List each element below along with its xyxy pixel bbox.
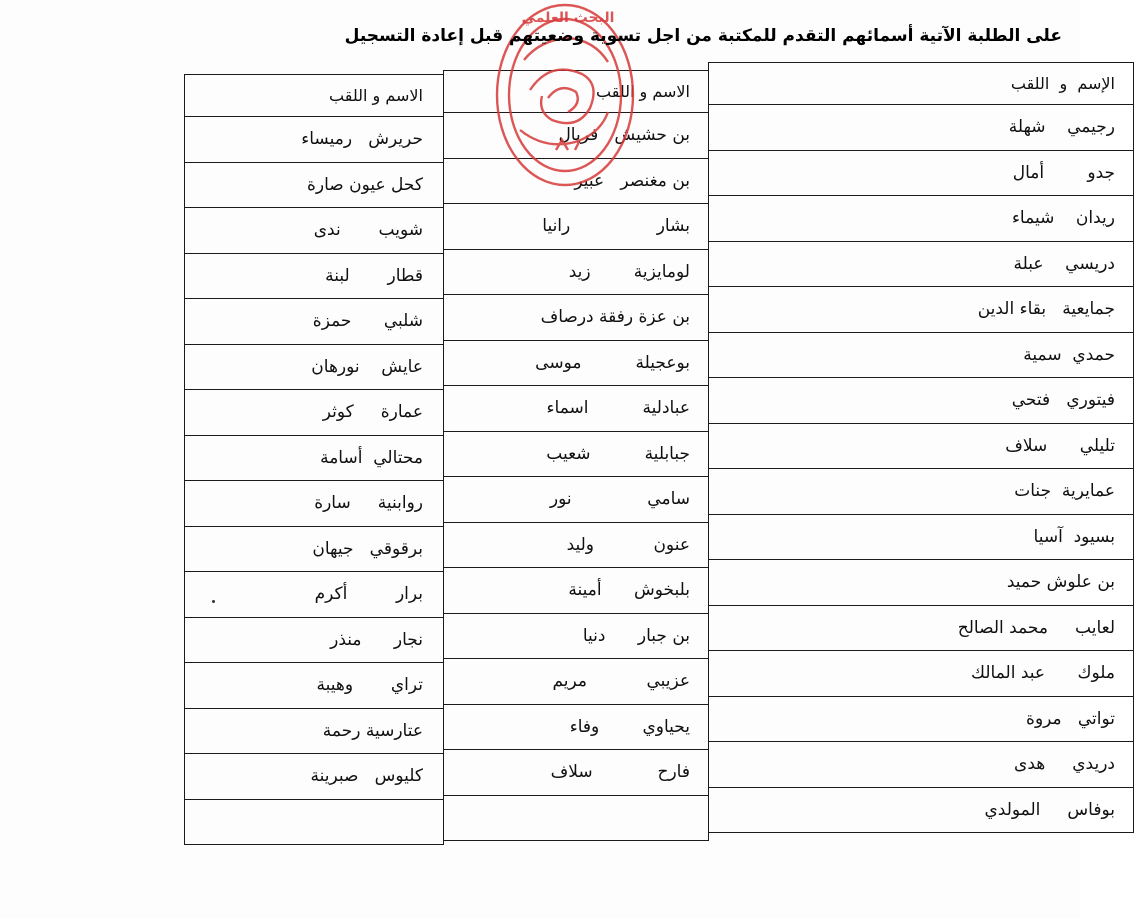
table-cell: يحياوي وفاء (443, 705, 709, 751)
notice-heading: على الطلبة الآتية أسمائهم التقدم للمكتبة من اجل تسوية وضعيتهم قبل إعادة التسجيل (344, 26, 1062, 46)
table-cell: بوعجيلة موسى (443, 341, 709, 387)
table-cell: لعايب محمد الصالح (708, 606, 1134, 652)
table-cell: دريسي عبلة (708, 242, 1134, 288)
table-column-3 (184, 74, 444, 845)
table-cell: بشار رانيا (443, 204, 709, 250)
table-cell: كحل عيون صارة (184, 163, 444, 209)
table-cell: بن عزة رفقة درصاف (443, 295, 709, 341)
table-cell: بن مغنصر عبير (443, 159, 709, 205)
table-cell: بن جبار دنيا (443, 614, 709, 660)
table-cell: فارح سلاف (443, 750, 709, 796)
column-header: الاسم و اللقب (184, 74, 444, 117)
table-cell: عايش نورهان (184, 345, 444, 391)
table-cell: شلبي حمزة (184, 299, 444, 345)
table-cell: حريرش رميساء (184, 117, 444, 163)
table-cell: نجار منذر (184, 618, 444, 664)
table-cell: ريدان شيماء (708, 196, 1134, 242)
table-cell: جدو أمال (708, 151, 1134, 197)
table-cell: حمدي سمية (708, 333, 1134, 379)
table-cell: بوفاس المولدي (708, 788, 1134, 834)
stamp-lettering: البحث العلمي (521, 10, 615, 26)
table-cell: فيتوري فتحي (708, 378, 1134, 424)
students-table (160, 60, 1115, 860)
table-column-2 (443, 70, 709, 841)
table-cell: برار أكرم (184, 572, 444, 618)
table-column-1 (708, 62, 1134, 833)
table-cell: روابنية سارة (184, 481, 444, 527)
table-cell: شويب ندى (184, 208, 444, 254)
table-cell: عمايرية جنات (708, 469, 1134, 515)
table-cell: لومايزية زيد (443, 250, 709, 296)
table-cell: برقوقي جيهان (184, 527, 444, 573)
table-cell: بلبخوش أمينة (443, 568, 709, 614)
table-cell: عنون وليد (443, 523, 709, 569)
table-cell: ملوك عبد المالك (708, 651, 1134, 697)
table-cell: عتارسية رحمة (184, 709, 444, 755)
column-header: الإسم و اللقب (708, 62, 1134, 105)
table-cell: عمارة كوثر (184, 390, 444, 436)
table-cell: قطار لبنة (184, 254, 444, 300)
table-cell: كليوس صبرينة (184, 754, 444, 800)
table-cell: محتالي أسامة (184, 436, 444, 482)
table-cell: بسيود آسيا (708, 515, 1134, 561)
table-cell: سامي نور (443, 477, 709, 523)
table-cell: دريدي هدى (708, 742, 1134, 788)
table-cell: جمايعية بقاء الدين (708, 287, 1134, 333)
table-cell: عبادلية اسماء (443, 386, 709, 432)
table-cell: تليلي سلاف (708, 424, 1134, 470)
table-cell: بن علوش حميد (708, 560, 1134, 606)
table-cell: تراي وهيبة (184, 663, 444, 709)
table-cell-empty (443, 796, 709, 842)
column-header: الاسم و اللقب (443, 70, 709, 113)
table-cell: تواتي مروة (708, 697, 1134, 743)
table-cell-empty (184, 800, 444, 846)
table-cell: بن حشيش فريال (443, 113, 709, 159)
table-cell: عزيبي مريم (443, 659, 709, 705)
table-cell: رجيمي شهلة (708, 105, 1134, 151)
table-cell: جبابلية شعيب (443, 432, 709, 478)
